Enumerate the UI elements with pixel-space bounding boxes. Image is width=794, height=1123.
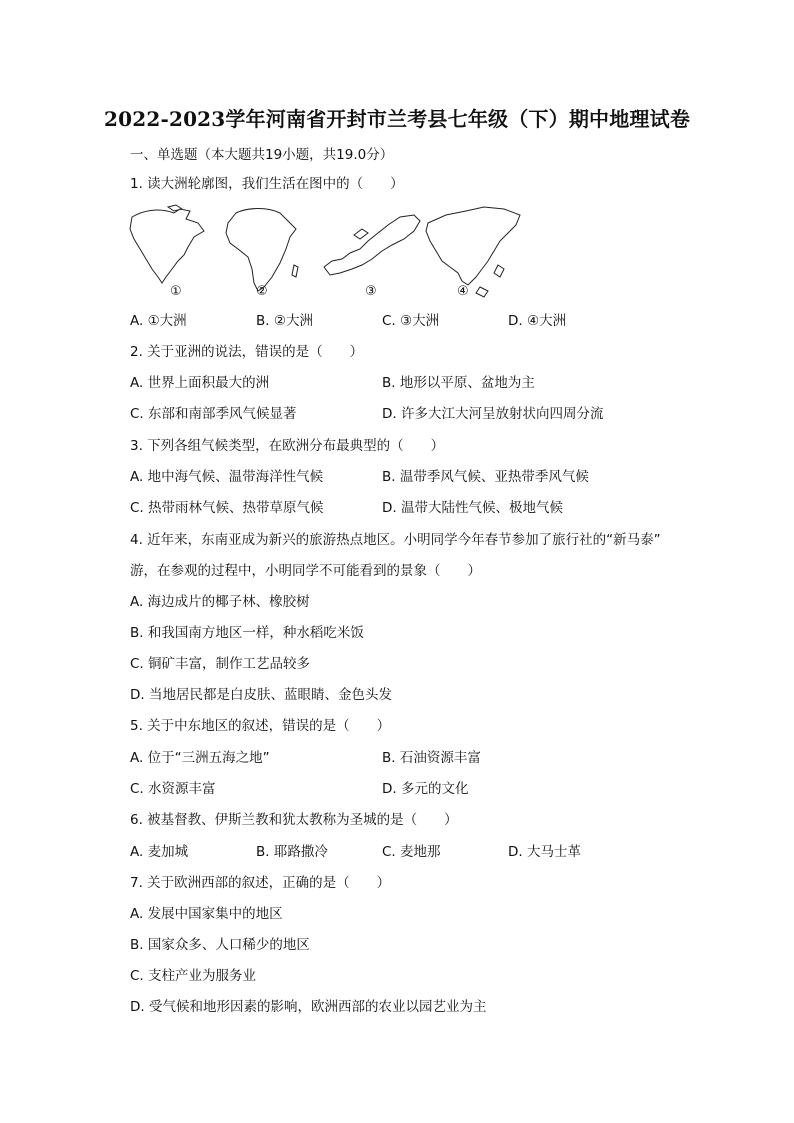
question-7-option-b: B. 国家众多、人口稀少的地区 — [130, 937, 310, 953]
question-3-option-c: C. 热带雨林气候、热带草原气候 — [130, 500, 324, 516]
europe-outline — [324, 215, 420, 275]
map-label-1: ① — [170, 284, 182, 299]
question-5-option-a: A. 位于“三洲五海之地” — [130, 750, 270, 766]
question-4-option-d: D. 当地居民都是白皮肤、蓝眼睛、金色头发 — [130, 687, 392, 703]
question-1-option-a: A. ①大洲 — [130, 313, 187, 329]
question-7-option-a: A. 发展中国家集中的地区 — [130, 906, 283, 922]
question-7-option-d: D. 受气候和地形因素的影响，欧洲西部的农业以园艺业为主 — [130, 999, 487, 1015]
africa-outline — [226, 209, 298, 292]
question-2-option-a: A. 世界上面积最大的洲 — [130, 375, 270, 391]
question-4-option-a: A. 海边成片的椰子林、橡胶树 — [130, 594, 310, 610]
question-3-stem: 3. 下列各组气候类型，在欧洲分布最典型的（ ） — [130, 438, 445, 454]
map-label-3: ③ — [365, 284, 377, 299]
question-4-stem-continued: 游，在参观的过程中，小明同学不可能看到的景象（ ） — [130, 563, 481, 579]
question-6-option-a: A. 麦加城 — [130, 844, 189, 860]
question-6-stem: 6. 被基督教、伊斯兰教和犹太教称为圣城的是（ ） — [130, 812, 458, 828]
map-label-2: ② — [256, 284, 268, 299]
question-5-option-d: D. 多元的文化 — [382, 781, 469, 797]
question-4-option-c: C. 铜矿丰富，制作工艺品较多 — [130, 656, 311, 672]
question-2-stem: 2. 关于亚洲的说法，错误的是（ ） — [130, 344, 364, 360]
question-3-option-a: A. 地中海气候、温带海洋性气候 — [130, 469, 324, 485]
question-1-stem: 1. 读大洲轮廓图，我们生活在图中的（ ） — [130, 176, 404, 192]
question-4-stem: 4. 近年来，东南亚成为新兴的旅游热点地区。小明同学今年春节参加了旅行社的“新马泰” — [130, 532, 661, 548]
question-6-option-c: C. 麦地那 — [382, 844, 441, 860]
question-2-option-c: C. 东部和南部季风气候显著 — [130, 406, 297, 422]
question-1-option-b: B. ②大洲 — [256, 313, 313, 329]
question-2-option-d: D. 许多大江大河呈放射状向四周分流 — [382, 406, 604, 422]
question-7-stem: 7. 关于欧洲西部的叙述，正确的是（ ） — [130, 875, 391, 891]
question-3-option-b: B. 温带季风气候、亚热带季风气候 — [382, 469, 589, 485]
question-6-option-d: D. 大马士革 — [508, 844, 581, 860]
asia-outline — [426, 207, 520, 297]
exam-title: 2022-2023学年河南省开封市兰考县七年级（下）期中地理试卷 — [103, 107, 691, 131]
map-label-4: ④ — [457, 284, 469, 299]
question-5-option-b: B. 石油资源丰富 — [382, 750, 481, 766]
question-1-option-c: C. ③大洲 — [382, 313, 440, 329]
north-america-outline — [130, 205, 204, 283]
question-1-option-d: D. ④大洲 — [508, 313, 567, 329]
question-4-option-b: B. 和我国南方地区一样，种水稻吃米饭 — [130, 625, 364, 641]
question-3-option-d: D. 温带大陆性气候、极地气候 — [382, 500, 563, 516]
question-7-option-c: C. 支柱产业为服务业 — [130, 968, 257, 984]
question-5-option-c: C. 水资源丰富 — [130, 781, 216, 797]
section-heading: 一、单选题（本大题共19小题，共19.0分） — [130, 147, 394, 163]
question-5-stem: 5. 关于中东地区的叙述，错误的是（ ） — [130, 718, 391, 734]
question-6-option-b: B. 耶路撒冷 — [256, 844, 328, 860]
question-2-option-b: B. 地形以平原、盆地为主 — [382, 375, 535, 391]
